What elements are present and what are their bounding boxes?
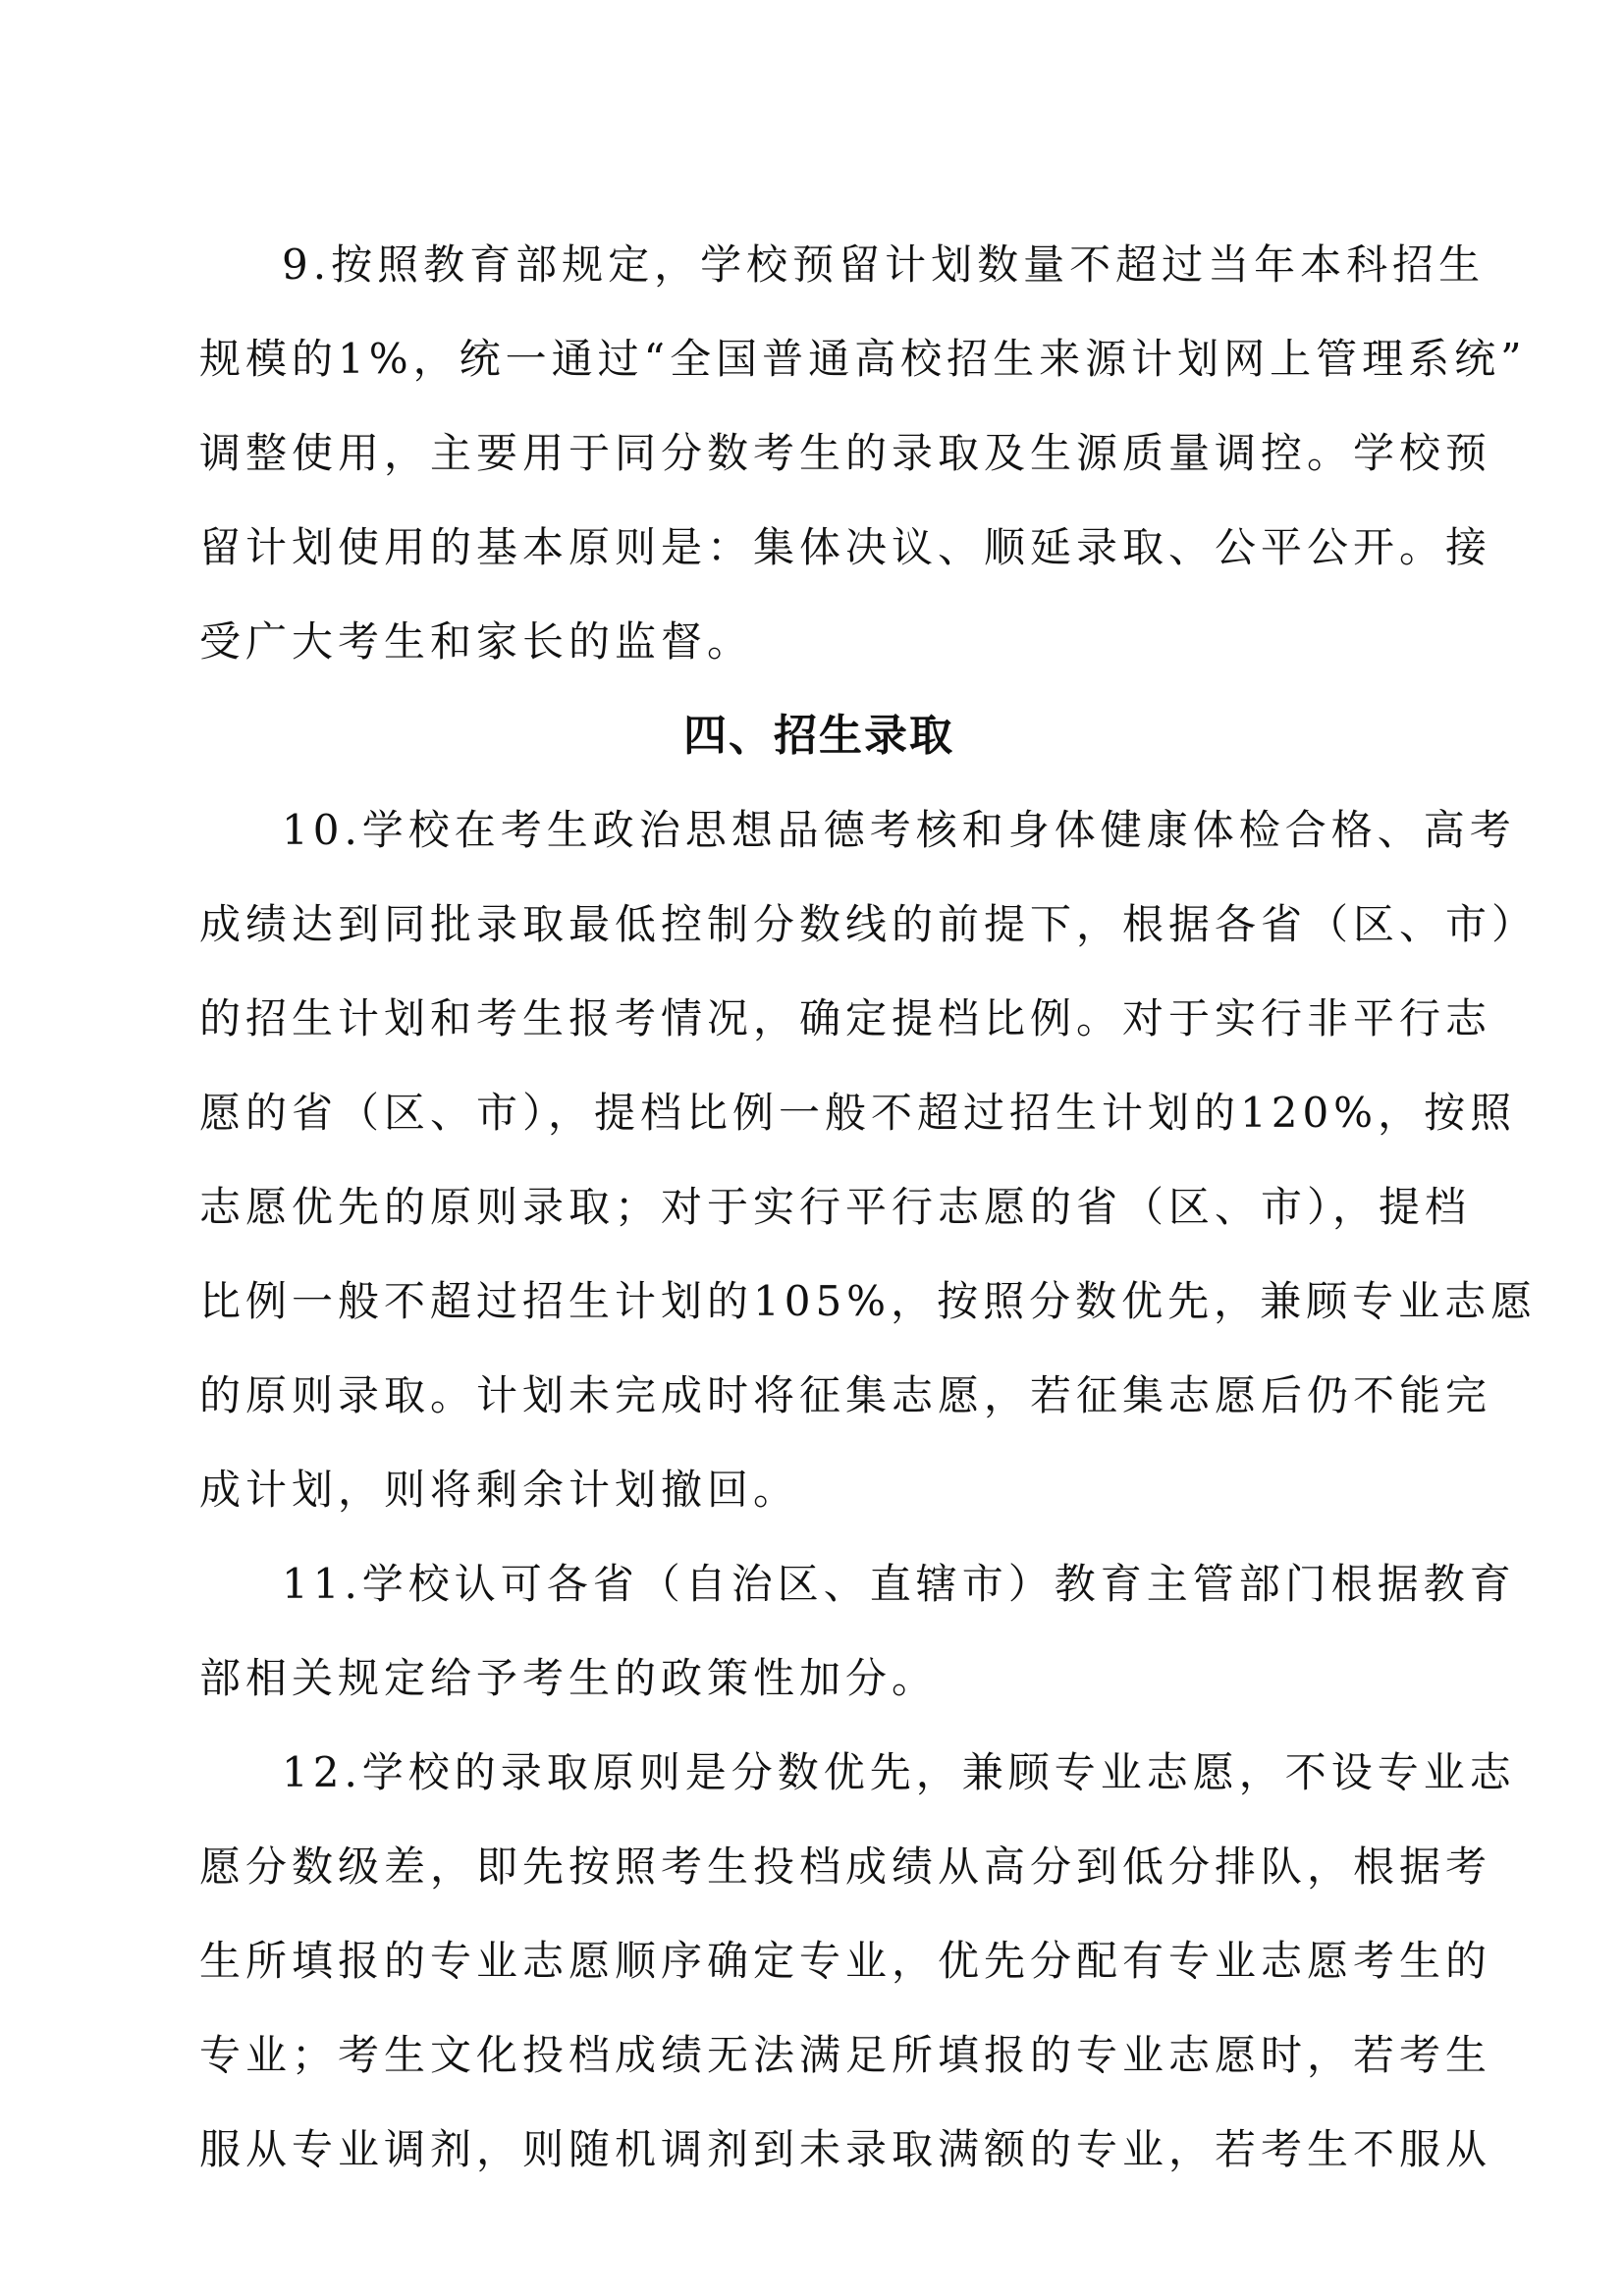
- paragraph-10: [199, 783, 1539, 1537]
- text-line: 成计划，则将剩余计划撤回。: [199, 1466, 800, 1514]
- text-line: 愿的省（区、市），提档比例一般不超过招生计划的120%，按照: [199, 1089, 1517, 1137]
- document-page: [199, 218, 1539, 2197]
- text-line: 专业；考生文化投档成绩无法满足所填报的专业志愿时，若考生: [199, 2031, 1492, 2079]
- text-line: 生所填报的专业志愿顺序确定专业，优先分配有专业志愿考生的: [199, 1937, 1492, 1985]
- text-line: 留计划使用的基本原则是：集体决议、顺延录取、公平公开。接: [199, 523, 1492, 571]
- paragraph-9: [199, 218, 1527, 689]
- text-line: 的原则录取。计划未完成时将征集志愿，若征集志愿后仍不能完: [199, 1371, 1492, 1419]
- text-line: 12.学校的录取原则是分数优先，兼顾专业志愿，不设专业志: [282, 1748, 1516, 1796]
- paragraph-11: [199, 1537, 1516, 1726]
- section-heading: 四、招生录取: [683, 711, 954, 761]
- text-line: 部相关规定给予考生的政策性加分。: [199, 1654, 939, 1702]
- text-line: 受广大考生和家长的监督。: [199, 617, 754, 666]
- text-line: 11.学校认可各省（自治区、直辖市）教育主管部门根据教育: [282, 1560, 1516, 1608]
- text-line: 服从专业调剂，则随机调剂到未录取满额的专业，若考生不服从: [199, 2125, 1492, 2173]
- text-line: 愿分数级差，即先按照考生投档成绩从高分到低分排队，根据考: [199, 1842, 1492, 1891]
- text-line: 10.学校在考生政治思想品德考核和身体健康体检合格、高考: [282, 806, 1516, 854]
- text-line: 成绩达到同批录取最低控制分数线的前提下，根据各省（区、市）: [199, 900, 1539, 948]
- text-line: 比例一般不超过招生计划的105%，按照分数优先，兼顾专业志愿: [199, 1277, 1538, 1325]
- text-line: 调整使用，主要用于同分数考生的录取及生源质量调控。学校预: [199, 429, 1492, 477]
- text-line: 志愿优先的原则录取；对于实行平行志愿的省（区、市），提档: [199, 1183, 1472, 1231]
- paragraph-12: [199, 1726, 1516, 2197]
- text-line: 9.按照教育部规定，学校预留计划数量不超过当年本科招生: [282, 240, 1486, 289]
- text-line: 的招生计划和考生报考情况，确定提档比例。对于实行非平行志: [199, 994, 1492, 1042]
- text-line: 规模的1%，统一通过“全国普通高校招生来源计划网上管理系统”: [199, 335, 1527, 383]
